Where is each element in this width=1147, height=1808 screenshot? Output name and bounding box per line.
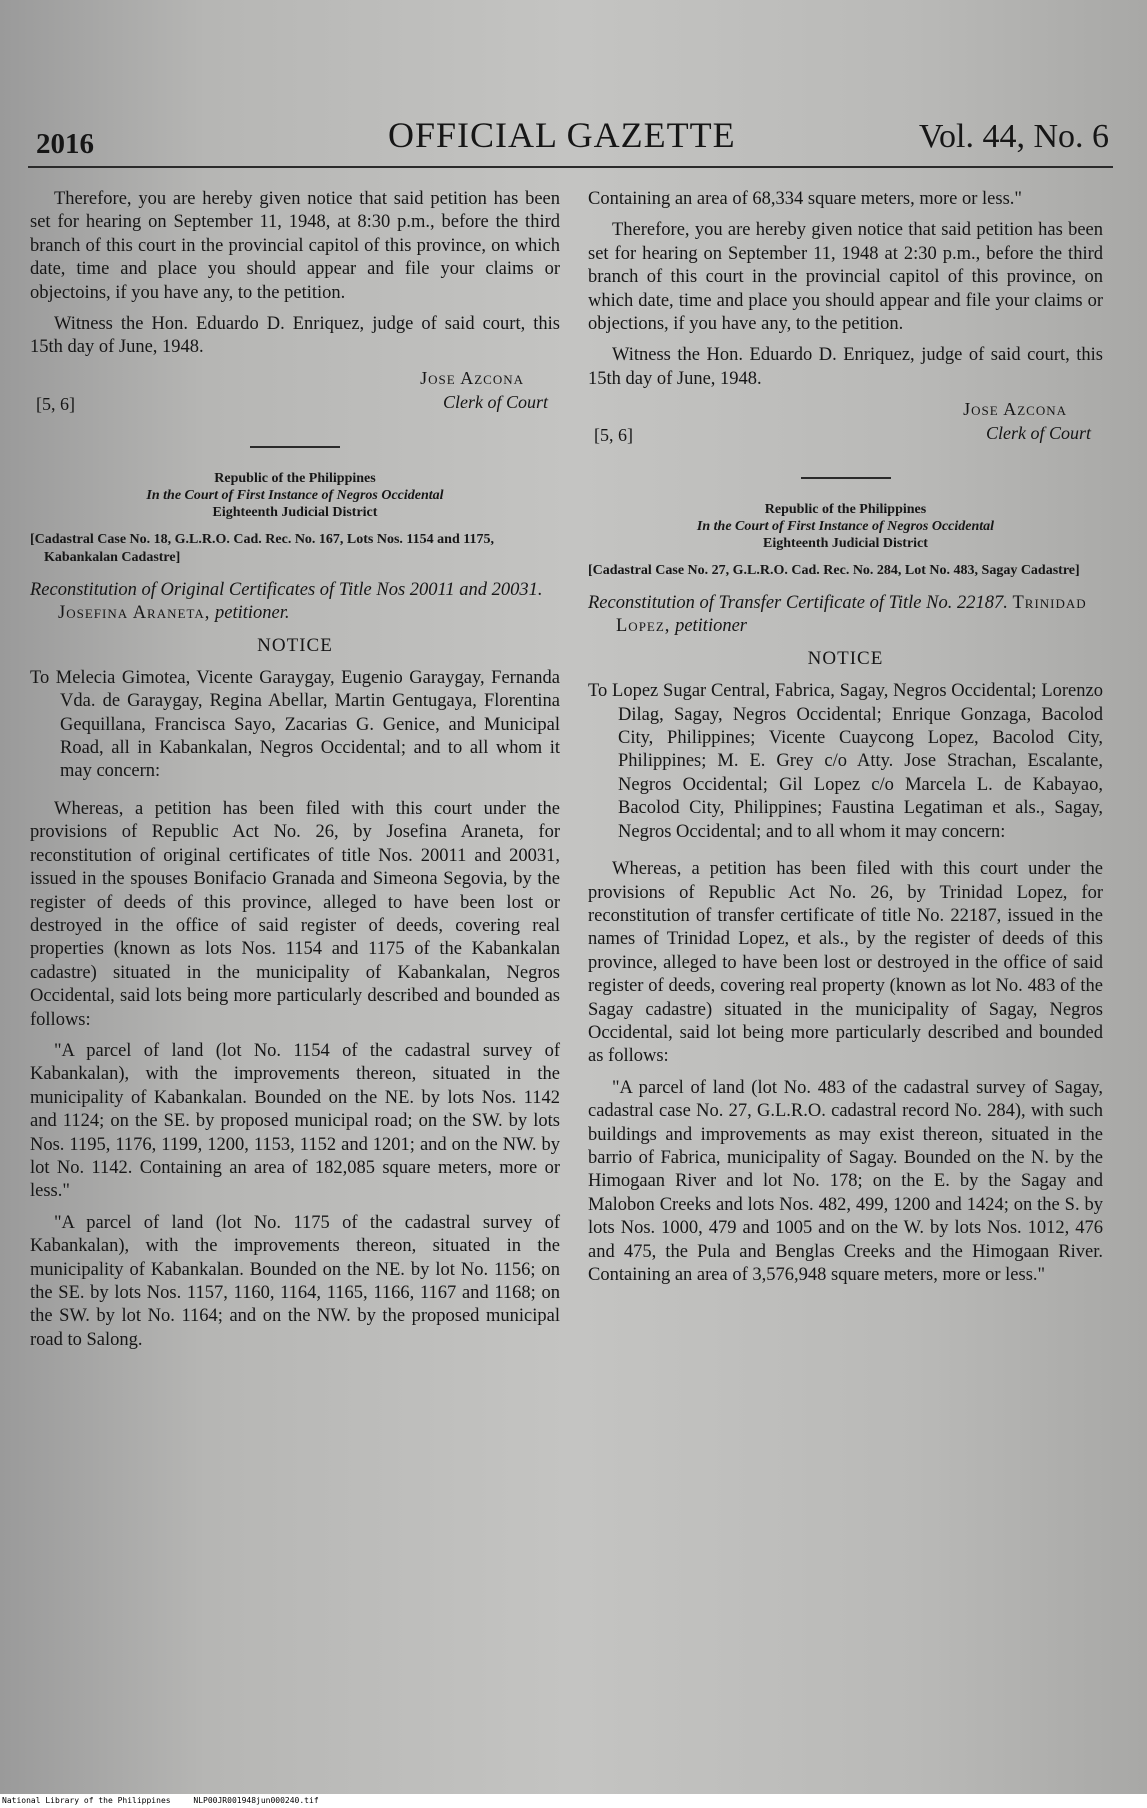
whereas-paragraph: Whereas, a petition has been filed with this court under the provisions of Republic Act No. 26, by Josefina Araneta, for reconstitution of original certificates of title Nos. 20011 and 20031, issued in the spouses Bonifacio Granada and Simeona Segovia, by the register of deeds of this province, alleged to have been lost or destroyed in the office of said register of deeds, covering real properties (known as lots Nos. 1154 and 1175 of the Kabankalan cadastre) situated in the municipality of Kabankalan, Negros Occidental, said lots being more particularly described and bounded as follows: — [30, 798, 560, 1030]
page-number: 2016 — [36, 128, 94, 160]
clerk-name: Jose Azcona — [963, 399, 1067, 420]
clerk-name: Jose Azcona — [420, 367, 524, 388]
left-column — [30, 188, 560, 1360]
section-divider — [801, 477, 891, 479]
parcel-description: "A parcel of land (lot No. 483 of the cadastral survey of Sagay, cadastral case No. 27, G.L.R.O. cadastral record No. 284), with such buildings and improvements as may exist thereon, situated in the barrio of Fabrica, municipality of Sagay. Bounded on the N. by the Himogaan River and lot No. 178; on the E. by the Sagay and Malobon Creeks and lots Nos. 482, 499, 1200 and 1424; on the S. by lots Nos. 1000, 479 and 1005 and on the W. by lots Nos. 1012, 476 and 475, the Pula and Benglas Creeks and the Himogaan River. Containing an area of 3,576,948 square meters, more or less." — [588, 1077, 1103, 1285]
reconstitution-subject: Reconstitution of Original Certificates of Title Nos 20011 and 20031. — [30, 579, 543, 600]
parcel-description: "A parcel of land (lot No. 1154 of the cadastral survey of Kabankalan), with the improvements thereon, situated in the municipality of Kabankalan. Bounded on the NE. by lots Nos. 1142 and 1124; on the SE. by proposed municipal road; on the SW. by lots Nos. 1195, 1176, 1199, 1200, 1153, 1152 and 1201; and on the NW. by lot No. 1142. Containing an area of 182,085 square meters, more or less." — [30, 1040, 560, 1202]
reconstitution-subject: Reconstitution of Transfer Certificate of Title No. 22187. — [588, 593, 1008, 614]
whereas-paragraph: Whereas, a petition has been filed with this court under the provisions of Republic Act No. 26, by Trinidad Lopez, for reconstitution of transfer certificate of title No. 22187, issued in the names of Trinidad Lopez, et als., by the register of deeds of this province, alleged to have been lost or destroyed in the office of said register of deeds, covering real property (known as lot No. 483 of the Sagay cadastre) situated in the municipality of Sagay, Negros Occidental, said lot being more particularly described and bounded as follows: — [588, 859, 1103, 1067]
court-name: In the Court of First Instance of Negros Occidental — [696, 519, 995, 535]
notice-heading: NOTICE — [807, 648, 884, 670]
case-caption: [Cadastral Case No. 18, G.L.R.O. Cad. Rec. No. 167, Lots Nos. 1154 and 1175, Kabankalan Cadastre] — [30, 531, 494, 565]
notice-paragraph: Therefore, you are hereby given notice that said petition has been set for hearing on September 11, 1948 at 2:30 p.m., before the third branch of this court in the provincial capitol of this province, on which date, time and place you should appear and file your claims or objections, if you have any, to the petition. — [588, 220, 1103, 335]
addressees: To Melecia Gimotea, Vicente Garaygay, Eugenio Garaygay, Fernanda Vda. de Garaygay, Regina Abellar, Martin Gentugaya, Florentina Gequillana, Francisca Sayo, Zacarias G. Genice, and Municipal Road, all in Kabankalan, Negros Occidental; and to all whom it may concern: — [30, 667, 560, 782]
volume-number: Vol. 44, No. 6 — [918, 118, 1109, 155]
signature-block — [588, 399, 1103, 459]
page-header — [28, 108, 1113, 168]
court-name: In the Court of First Instance of Negros Occidental — [146, 487, 444, 503]
court-heading — [30, 470, 560, 521]
court-republic: Republic of the Philippines — [764, 502, 927, 518]
library-credit: National Library of the Philippines — [2, 1796, 171, 1805]
issue-reference: [5, 6] — [594, 425, 633, 446]
court-district: Eighteenth Judicial District — [212, 504, 378, 520]
scan-footer — [0, 1794, 1147, 1808]
court-republic: Republic of the Philippines — [214, 470, 376, 486]
witness-paragraph: Witness the Hon. Eduardo D. Enriquez, judge of said court, this 15th day of June, 1948. — [588, 345, 1103, 389]
court-heading — [588, 501, 1103, 552]
petitioner-name: Trinidad Lopez, — [616, 593, 1087, 637]
clerk-role: Clerk of Court — [985, 423, 1091, 444]
publication-title: OFFICIAL GAZETTE — [388, 115, 736, 155]
case-caption: [Cadastral Case No. 27, G.L.R.O. Cad. Rec. No. 284, Lot No. 483, Sagay Cadastre] — [588, 563, 1080, 579]
petitioner-label: petitioner. — [215, 602, 290, 623]
petitioner-label: petitioner — [675, 616, 747, 637]
notice-heading: NOTICE — [257, 634, 333, 656]
issue-reference: [5, 6] — [36, 393, 75, 414]
court-district: Eighteenth Judicial District — [763, 536, 928, 552]
parcel-area-continuation: Containing an area of 68,334 square meters, more or less." — [588, 189, 1022, 209]
right-column — [588, 188, 1103, 1295]
notice-paragraph: Therefore, you are hereby given notice that said petition has been set for hearing on September 11, 1948, at 8:30 p.m., before the third branch of this court in the provincial capitol of this province, on which date, time and place you should appear and file your claims or objectoins, if you have any, to the petition. — [30, 189, 560, 303]
reconstitution-title — [588, 592, 1103, 638]
clerk-role: Clerk of Court — [442, 391, 548, 412]
reconstitution-title — [30, 579, 560, 625]
witness-paragraph: Witness the Hon. Eduardo D. Enriquez, judge of said court, this 15th day of June, 1948. — [30, 314, 560, 358]
signature-block — [30, 368, 560, 428]
scan-filename: NLP00JR001948jun000240.tif — [193, 1796, 319, 1805]
addressees: To Lopez Sugar Central, Fabrica, Sagay, Negros Occidental; Lorenzo Dilag, Sagay, Negros Occidental; Enrique Gonzaga, Bacolod City, Philippines; Vicente Cuaycong Lopez, Bacolod City, Philippines; M. E. Grey c/o Atty. Jose Strachan, Escalante, Negros Occidental; Gil Lopez c/o Marcela L. de Kabayao, Bacolod City, Philippines; Faustina Legatiman et als., Sagay, Negros Occidental; and to all whom it may concern: — [588, 681, 1103, 842]
petitioner-name: Josefina Araneta, — [58, 602, 211, 623]
parcel-description: "A parcel of land (lot No. 1175 of the cadastral survey of Kabankalan), with the improvements thereon, situated in the municipality of Kabankalan. Bounded on the NE. by lot No. 1156; on the SE. by lots Nos. 1157, 1160, 1164, 1165, 1166, 1167 and 1168; on the SW. by lot No. 1164; and on the NW. by the proposed municipal road to Salong. — [30, 1212, 560, 1350]
section-divider — [250, 446, 340, 448]
